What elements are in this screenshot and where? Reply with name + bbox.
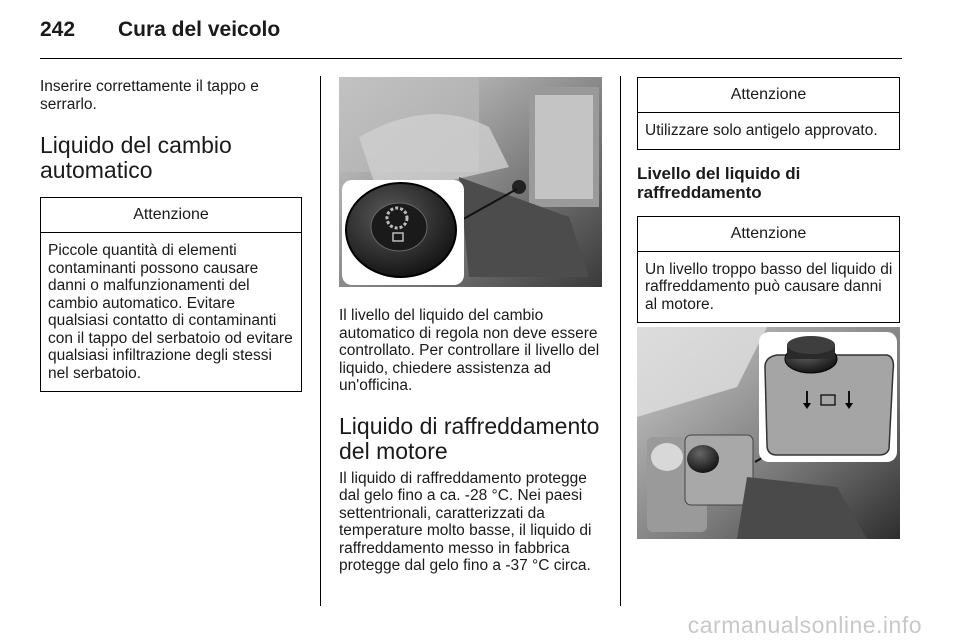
column-divider-2 bbox=[620, 76, 621, 606]
page-title: Cura del veicolo bbox=[118, 18, 281, 41]
warning-text: Un livello troppo basso del liquido di raffreddamento può causare danni al motore. bbox=[645, 260, 893, 313]
warning-title: Attenzione bbox=[41, 198, 301, 233]
coolant-paragraph: Il liquido di raffreddamento protegge dal gelo fino a ca. -28 °C. Nei paesi settentrionali, caratterizzati da temperature molto basse, il liquido di raffreddamento messo in fabbrica protegge dal gelo fino a -37 °C circa. bbox=[339, 469, 592, 574]
section-heading-line-2: automatico bbox=[40, 157, 153, 183]
watermark-text: carmanualsonline.info bbox=[687, 612, 922, 638]
section-heading-coolant bbox=[339, 414, 605, 464]
subheading-line-2: raffreddamento bbox=[637, 182, 762, 202]
section-heading-line-2: del motore bbox=[339, 437, 448, 464]
warning-box-antifreeze bbox=[637, 77, 900, 150]
header-rule bbox=[40, 58, 902, 59]
page-number: 242 bbox=[40, 18, 76, 41]
column-2 bbox=[339, 307, 605, 575]
coolant-reservoir-photo bbox=[637, 327, 900, 539]
column-3 bbox=[637, 77, 900, 323]
intro-paragraph: Inserire correttamente il tappo e serrarlo. bbox=[40, 78, 259, 113]
section-heading-line-1: Liquido del cambio bbox=[40, 132, 232, 158]
warning-box-contaminants bbox=[40, 197, 302, 392]
subheading-coolant-level bbox=[637, 164, 900, 202]
warning-text: Utilizzare solo antigelo approvato. bbox=[645, 122, 878, 139]
warning-title: Attenzione bbox=[638, 78, 899, 113]
warning-title: Attenzione bbox=[638, 217, 899, 252]
transmission-cap-photo bbox=[339, 77, 602, 287]
subheading-line-1: Livello del liquido di bbox=[637, 163, 801, 183]
warning-text: Piccole quantità di elementi contaminanti possono causare danni o malfunzionamenti del cambio automatico. Evitare qualsiasi contatto di contaminanti con il tappo del serbatoio od evitare qualsiasi infiltrazione degli stessi nel serbatoio. bbox=[48, 242, 293, 382]
transmission-paragraph: Il livello del liquido del cambio automatico di regola non deve essere controllato. Per controllare il livello del liquido, chiedere assistenza ad un'officina. bbox=[339, 307, 600, 394]
coolant-reservoir-illustration bbox=[637, 327, 900, 539]
section-heading-transmission bbox=[40, 133, 302, 183]
section-heading-line-1: Liquido di raffreddamento bbox=[339, 412, 600, 439]
column-divider-1 bbox=[320, 76, 321, 606]
column-1 bbox=[40, 78, 302, 392]
engine-bay-illustration bbox=[339, 77, 602, 287]
warning-box-low-coolant bbox=[637, 216, 900, 324]
